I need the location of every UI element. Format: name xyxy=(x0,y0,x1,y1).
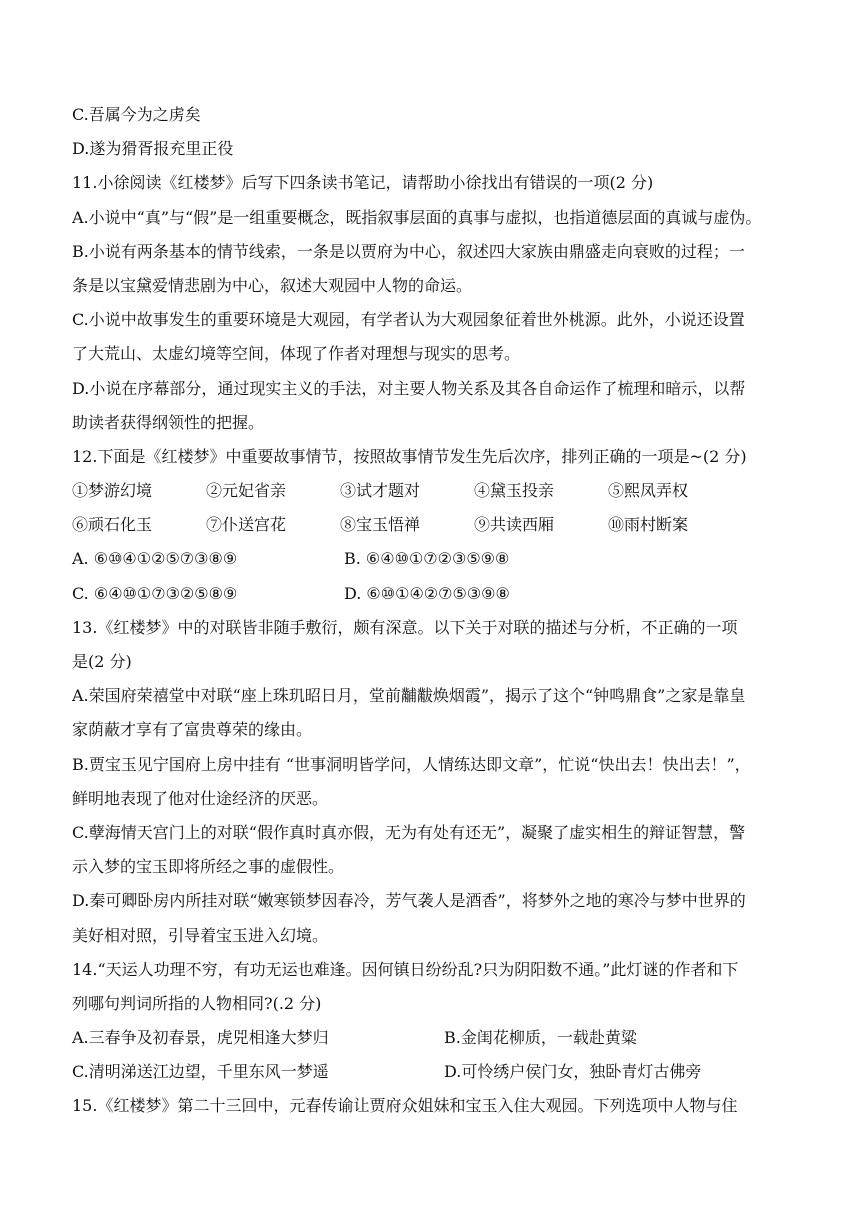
question-13-line: 家荫蔽才享有了富贵尊荣的缘由。 xyxy=(72,720,313,740)
question-13-line: D.秦可卿卧房内所挂对联“嫩寒锁梦因春冷，芳气袭人是酒香”，将梦外之地的寒冷与梦中世界的 xyxy=(72,891,746,911)
event-item: ⑤熙凤弄权 xyxy=(608,481,689,501)
question-13 xyxy=(72,611,802,953)
answer-option-d: D.可怜绣户侯门女，独卧青灯古佛旁 xyxy=(444,1062,702,1082)
question-11-line: A.小说中“真”与“假”是一组重要概念，既指叙事层面的真事与虚拟，也指道德层面的真诚与虚伪。 xyxy=(72,207,762,227)
question-13-line: 示入梦的宝玉即将所经之事的虚假性。 xyxy=(72,857,345,877)
answer-option-b: B.金闺花柳质，一载赴黄粱 xyxy=(444,1028,637,1048)
question-11-line: D.小说在序幕部分，通过现实主义的手法，对主要人物关系及其各自命运作了梳理和暗示，以帮 xyxy=(72,378,746,398)
question-13-line: 鲜明地表现了他对仕途经济的厌恶。 xyxy=(72,788,329,808)
question-12-stem: 12.下面是《红楼梦》中重要故事情节，按照故事情节发生先后次序，排列正确的一项是~(2 分) xyxy=(72,446,747,466)
event-row xyxy=(72,474,802,508)
event-item: ⑩雨村断案 xyxy=(608,515,689,535)
answer-option-d: D. ⑥⑩①④②⑦⑤③⑨⑧ xyxy=(344,583,510,603)
question-13-line: C.孽海情天宫门上的对联“假作真时真亦假，无为有处有还无”，凝聚了虚实相生的辩证智慧，警 xyxy=(72,822,746,842)
question-15-stem: 15.《红楼梦》第二十三回中，元春传谕让贾府众姐妹和宝玉入住大观园。下列选项中人物与住 xyxy=(72,1096,738,1116)
question-11-line: 条是以宝黛爱情悲剧为中心，叙述大观园中人物的命运。 xyxy=(72,275,473,295)
answer-row xyxy=(72,542,802,576)
question-11-line: C.小说中故事发生的重要环境是大观园，有学者认为大观园象征着世外桃源。此外，小说还设置 xyxy=(72,310,745,330)
question-13-line: B.贾宝玉见宁国府上房中挂有 “世事洞明皆学问，人情练达即文章”，忙说“快出去！快出去！”， xyxy=(72,754,751,774)
question-11-line: 了大荒山、太虚幻境等空间，体现了作者对理想与现实的思考。 xyxy=(72,344,521,364)
question-14-stem: 列哪句判词所指的人物相同?(.2 分) xyxy=(72,993,322,1013)
question-14-stem: 14.“天运人功理不穷，有功无运也难逢。因何镇日纷纷乱?只为阴阳数不通。”此灯谜的作者和下 xyxy=(72,959,739,979)
question-15 xyxy=(72,1089,802,1123)
question-11-stem: 11.小徐阅读《红楼梦》后写下四条读书笔记，请帮助小徐找出有错误的一项(2 分) xyxy=(72,173,654,193)
event-item: ①梦游幻境 xyxy=(72,481,153,501)
question-13-stem: 13.《红楼梦》中的对联皆非随手敷衍，颇有深意。以下关于对联的描述与分析，不正确的一项 xyxy=(72,617,738,637)
event-item: ⑥顽石化玉 xyxy=(72,515,153,535)
event-item: ⑦仆送宫花 xyxy=(206,515,287,535)
answer-row xyxy=(72,1055,802,1089)
event-item: ⑧宝玉悟禅 xyxy=(340,515,421,535)
event-row xyxy=(72,508,802,542)
exam-page xyxy=(72,98,802,1124)
question-11-line: B.小说有两条基本的情节线索，一条是以贾府为中心，叙述四大家族由鼎盛走向衰败的过程；一 xyxy=(72,241,745,261)
question-13-line: 美好相对照，引导着宝玉进入幻境。 xyxy=(72,925,329,945)
answer-row xyxy=(72,577,802,611)
option-c-line: C.吾属今为之虏矣 xyxy=(72,105,201,124)
question-11 xyxy=(72,166,802,440)
option-d-line: D.遂为猾胥报充里正役 xyxy=(72,139,234,159)
event-item: ③试才题对 xyxy=(340,481,421,501)
answer-option-b: B. ⑥④⑩①⑦②③⑤⑨⑧ xyxy=(344,549,510,569)
question-13-line: A.荣国府荣禧堂中对联“座上珠玑昭日月，堂前黼黻焕烟霞”，揭示了这个“钟鸣鼎食”之家是靠皇 xyxy=(72,686,746,706)
answer-option-a: A.三春争及初春景，虎兕相逢大梦归 xyxy=(72,1028,329,1048)
answer-row xyxy=(72,1021,802,1055)
answer-option-c: C.清明涕送江边望，千里东风一梦遥 xyxy=(72,1062,329,1082)
answer-option-a: A. ⑥⑩④①②⑤⑦③⑧⑨ xyxy=(72,549,238,569)
event-item: ④黛玉投亲 xyxy=(474,481,555,501)
question-12 xyxy=(72,440,802,611)
question-11-line: 助读者获得纲领性的把握。 xyxy=(72,412,265,432)
event-item: ⑨共读西厢 xyxy=(474,515,555,535)
question-14 xyxy=(72,953,802,1090)
answer-option-c: C. ⑥④⑩①⑦③②⑤⑧⑨ xyxy=(72,583,238,603)
question-13-stem: 是(2 分) xyxy=(72,652,132,671)
event-item: ②元妃省亲 xyxy=(206,481,287,501)
